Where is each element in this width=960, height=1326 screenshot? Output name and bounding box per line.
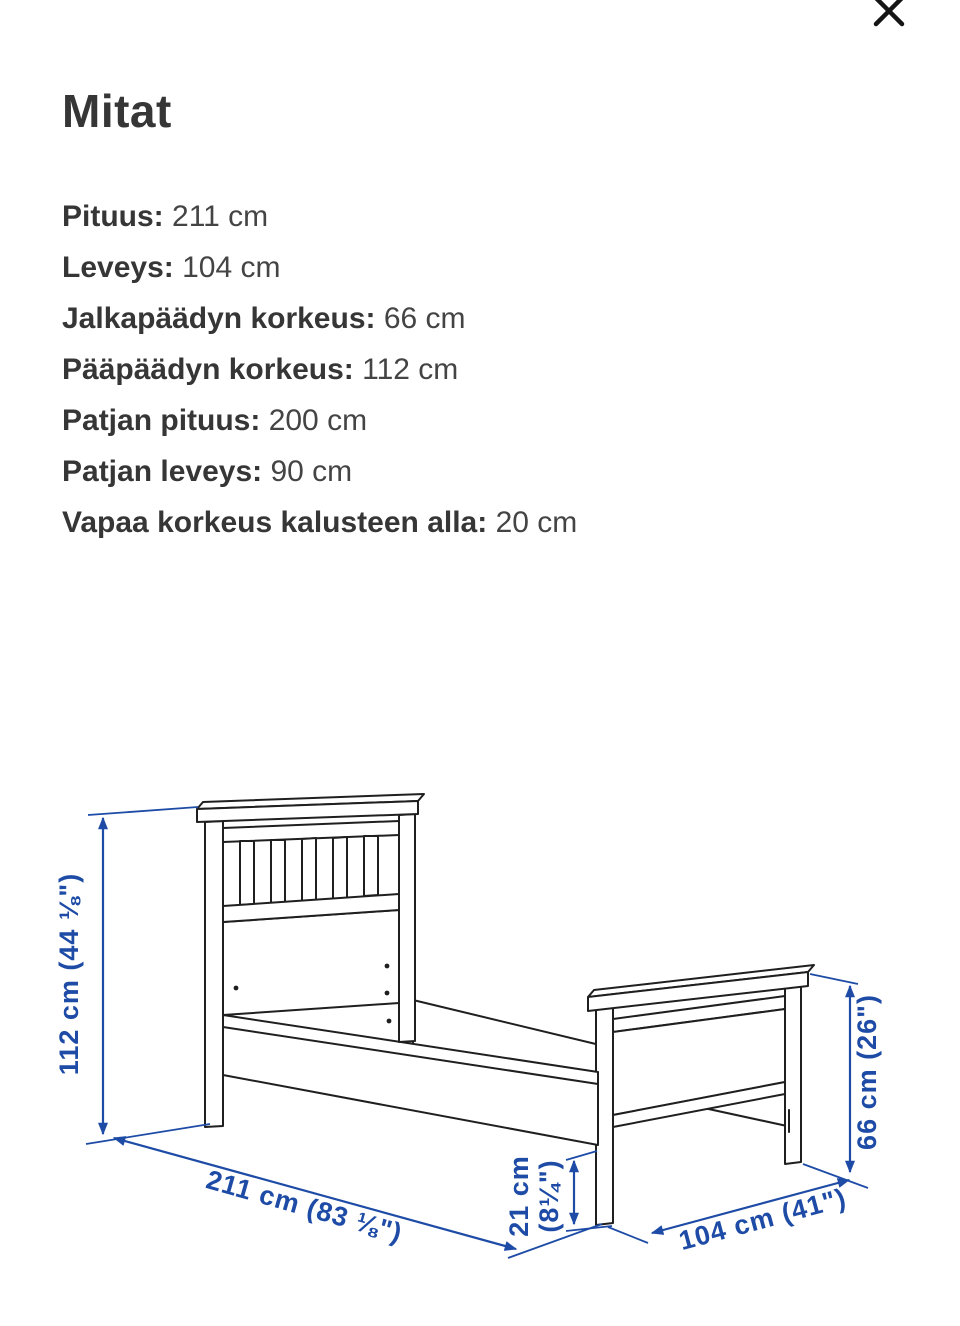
dimension-width — [608, 1164, 868, 1256]
spec-list — [62, 191, 902, 548]
spec-row — [62, 446, 902, 497]
spec-label: Vapaa korkeus kalusteen alla: — [62, 506, 488, 539]
spec-label: Jalkapäädyn korkeus: — [62, 302, 376, 335]
spec-row — [62, 497, 902, 548]
close-button[interactable] — [870, 0, 910, 32]
headboard-far-post — [399, 814, 415, 1042]
headboard-near-post — [205, 821, 223, 1127]
dimension-label-footboard-height: 66 cm (26") — [852, 994, 882, 1150]
dimension-label-width: 104 cm (41") — [675, 1182, 850, 1257]
dimension-label-length: 211 cm (83 ⅛") — [202, 1164, 406, 1249]
close-icon — [870, 0, 910, 32]
spec-label: Pääpäädyn korkeus: — [62, 353, 354, 386]
spec-label: Patjan pituus: — [62, 404, 261, 437]
dimension-label-clearance-inches: (8¼") — [534, 1159, 564, 1233]
footboard — [588, 965, 814, 1225]
page-title: Mitat — [62, 85, 172, 137]
spec-row — [62, 242, 902, 293]
headboard-slat — [333, 837, 347, 899]
spec-value: 20 cm — [495, 506, 578, 539]
dimension-label-headboard-height: 112 cm (44 ⅛") — [54, 872, 84, 1076]
spec-value: 66 cm — [383, 302, 466, 335]
spec-row — [62, 191, 902, 242]
dimension-footboard-height — [810, 974, 882, 1172]
headboard-slat — [302, 838, 316, 901]
spec-value: 200 cm — [268, 404, 368, 437]
headboard-slat — [271, 840, 285, 903]
spec-label: Patjan leveys: — [62, 455, 263, 488]
dimension-diagram — [0, 760, 960, 1326]
spec-value: 90 cm — [270, 455, 353, 488]
headboard-slat — [240, 841, 254, 905]
spec-label: Leveys: — [62, 251, 174, 284]
spec-value: 104 cm — [182, 251, 281, 284]
spec-value: 112 cm — [362, 353, 459, 386]
spec-label: Pituus: — [62, 200, 164, 233]
footboard-far-leg — [785, 982, 801, 1164]
dimension-headboard-height — [54, 807, 210, 1144]
spec-value: 211 cm — [172, 200, 269, 233]
headboard-panel — [223, 910, 399, 1015]
spec-row — [62, 395, 902, 446]
dimension-label-clearance-value: 21 cm — [504, 1155, 534, 1237]
headboard-slat — [364, 836, 378, 896]
spec-row — [62, 293, 902, 344]
spec-row — [62, 344, 902, 395]
